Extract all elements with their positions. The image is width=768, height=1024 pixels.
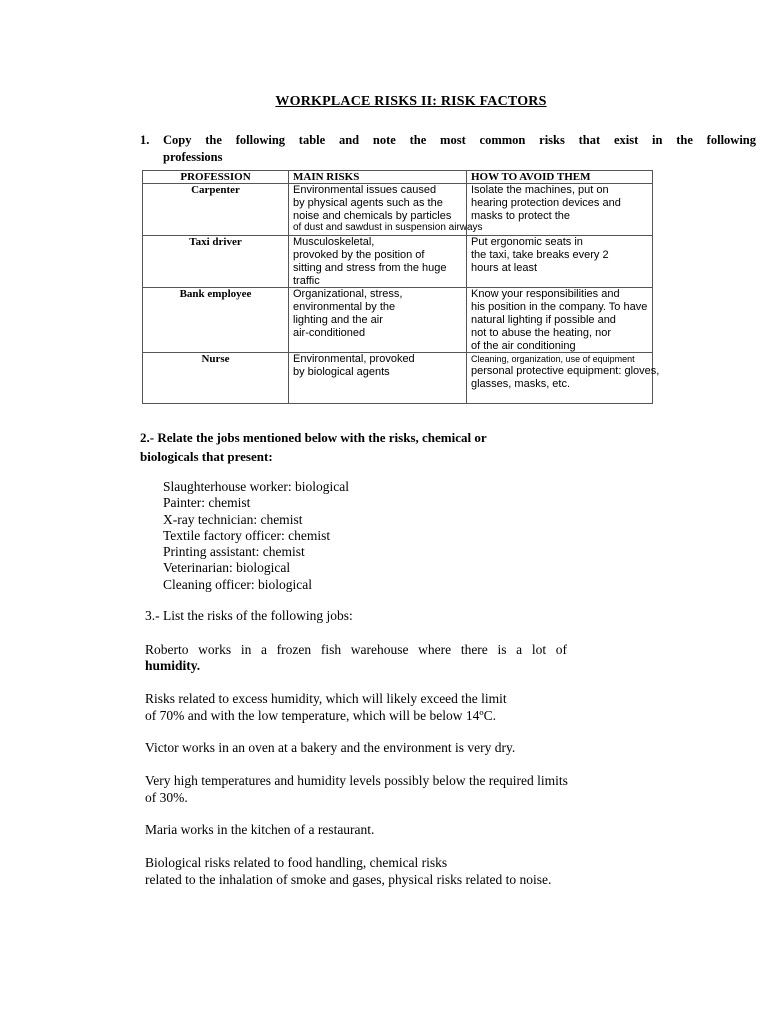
maria-answer xyxy=(145,855,551,888)
table-header-row xyxy=(143,171,653,184)
maria-answer-line: related to the inhalation of smoke and gases, physical risks related to noise. xyxy=(145,871,552,887)
table-row xyxy=(143,353,653,404)
header-main-risks: MAIN RISKS xyxy=(289,171,467,184)
victor-answer xyxy=(145,773,568,806)
risks-cell: Environmental, provoked by biological agents xyxy=(289,353,467,404)
avoid-cell: Isolate the machines, put on hearing protection devices and masks to protect the xyxy=(467,184,653,236)
list-item: Slaughterhouse worker: biological xyxy=(163,479,349,494)
profession-cell: Taxi driver xyxy=(143,236,289,288)
profession-cell: Carpenter xyxy=(143,184,289,236)
list-item: Veterinarian: biological xyxy=(163,560,291,576)
victor-prompt: Victor works in an oven at a bakery and the environment is very dry. xyxy=(145,740,516,755)
profession-cell: Bank employee xyxy=(143,288,289,353)
table-row xyxy=(143,288,653,353)
table-row xyxy=(143,184,653,236)
maria-answer-line: Biological risks related to food handling, chemical risks xyxy=(145,855,448,870)
header-profession: PROFESSION xyxy=(143,171,289,184)
question-1-text-cont: professions xyxy=(163,150,223,164)
question-2-text: 2.- Relate the jobs mentioned below with the risks, chemical or xyxy=(140,430,487,445)
victor-answer-line: Very high temperatures and humidity levels possibly below the required limits xyxy=(145,773,568,788)
question-1-text: Copy the following table and note the most common risks that exist in the following xyxy=(163,133,756,147)
avoid-cell: Know your responsibilities and his position in the company. To have natural lighting if possible and not to abuse the heating, nor of the air conditioning xyxy=(467,288,653,353)
question-1-number: 1. xyxy=(140,133,150,147)
avoid-cell: Put ergonomic seats in the taxi, take breaks every 2 hours at least xyxy=(467,236,653,288)
risks-cell: Organizational, stress, environmental by the lighting and the air air-conditioned xyxy=(289,288,467,353)
list-item: Printing assistant: chemist xyxy=(163,544,305,560)
page-title: WORKPLACE RISKS II: RISK FACTORS xyxy=(275,94,547,109)
maria-prompt: Maria works in the kitchen of a restaurant. xyxy=(145,822,375,837)
question-2-text-cont: biologicals that present: xyxy=(140,449,273,464)
question-3-heading: 3.- List the risks of the following jobs: xyxy=(145,608,353,623)
list-item: Painter: chemist xyxy=(163,495,251,511)
risks-cell: Musculoskeletal, provoked by the position of sitting and stress from the huge traffic xyxy=(289,236,467,288)
roberto-answer-line: of 70% and with the low temperature, which will be below 14ºC. xyxy=(145,707,496,723)
avoid-text-small: Cleaning, organization, use of equipment xyxy=(471,354,635,365)
roberto-prompt: Roberto works in a frozen fish warehouse where there is a lot of xyxy=(145,642,567,657)
question-2 xyxy=(140,428,540,466)
risks-text-cont: of dust and sawdust in suspension airways xyxy=(293,222,483,234)
victor-answer-line: of 30%. xyxy=(145,789,188,805)
roberto-answer xyxy=(145,691,507,724)
roberto-prompt-cont: humidity. xyxy=(145,658,201,673)
table-row xyxy=(143,236,653,288)
risks-table xyxy=(142,170,660,404)
profession-cell: Nurse xyxy=(143,353,289,404)
list-item: Cleaning officer: biological xyxy=(163,576,312,592)
list-item: X-ray technician: chemist xyxy=(163,511,303,527)
avoid-text: personal protective equipment: gloves, glasses, masks, etc. xyxy=(471,365,660,391)
header-how-to-avoid: HOW TO AVOID THEM xyxy=(467,171,653,184)
risks-text: Environmental issues caused by physical agents such as the noise and chemicals by particles xyxy=(293,184,452,222)
list-item: Textile factory officer: chemist xyxy=(163,527,331,543)
avoid-cell xyxy=(467,353,660,404)
risks-cell xyxy=(289,184,483,236)
jobs-list xyxy=(163,479,349,593)
roberto-answer-line: Risks related to excess humidity, which will likely exceed the limit xyxy=(145,691,507,706)
